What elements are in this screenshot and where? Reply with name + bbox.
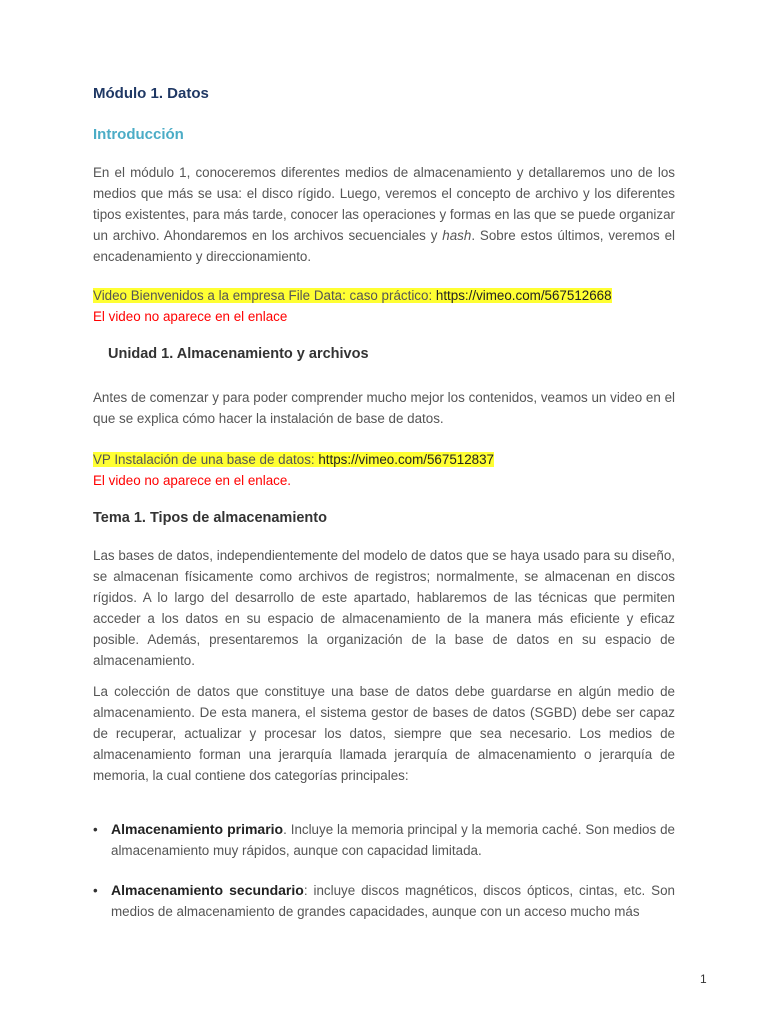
video2-link[interactable]: https://vimeo.com/567512837: [318, 452, 495, 467]
list-item-term: Almacenamiento primario: [111, 821, 284, 837]
video1-line: [93, 285, 675, 306]
list-item-term: Almacenamiento secundario: [111, 882, 304, 898]
video1-label: Video Bienvenidos a la empresa File Data: caso práctico:: [93, 288, 436, 303]
intro-text-part: En el módulo 1, conoceremos diferentes medios de almacenamiento y detallaremos uno de los medios que más se usa: el disco rígido. Luego, veremos el concepto de archivo y los diferentes tipos existentes, para más tarde, conocer las operaciones y formas en las que se puede organizar un archivo. Ahondaremos en los archivos secuenciales y: [93, 165, 675, 243]
page-number: 1: [700, 972, 707, 986]
list-item-text: . Incluye la memoria principal y la memoria caché. Son medios de almacenamiento muy rápidos, aunque con capacidad limitada.: [111, 822, 675, 858]
unit-heading: Unidad 1. Almacenamiento y archivos: [108, 346, 369, 362]
video2-note: El video no aparece en el enlace.: [93, 473, 292, 488]
list-item: [93, 819, 675, 861]
video1-link[interactable]: https://vimeo.com/567512668: [435, 288, 612, 303]
intro-paragraph: [93, 162, 675, 267]
topic-heading: Tema 1. Tipos de almacenamiento: [93, 510, 327, 526]
video1-note: El video no aparece en el enlace: [93, 309, 288, 324]
intro-heading: Introducción: [93, 126, 184, 143]
video2-highlight: [93, 452, 494, 467]
paragraph-storage-hierarchy: La colección de datos que constituye una base de datos debe guardarse en algún medio de almacenamiento. De esta manera, el sistema gestor de bases de datos (SGBD) debe ser capaz de recuperar, actualizar y procesar los datos, siempre que sea necesario. Los medios de almacenamiento forman una jerarquía llamada jerarquía de almacenamiento o jerarquía de memoria, la cual contiene dos categorías principales:: [93, 684, 675, 783]
list-item-text: : incluye discos magnéticos, discos ópticos, cintas, etc. Son medios de almacenamiento de grandes capacidades, aunque con un acceso mucho más: [111, 883, 675, 919]
list-item: [93, 880, 675, 922]
paragraph-storage-intro: Las bases de datos, independientemente del modelo de datos que se haya usado para su diseño, se almacenan físicamente como archivos de registros; normalmente, se almacenan en discos rígidos. A lo largo del desarrollo de este apartado, hablaremos de las técnicas que permiten acceder a los datos en su espacio de almacenamiento de la manera más eficiente y eficaz posible. Además, presentaremos la organización de la base de datos en su espacio de almacenamiento.: [93, 548, 675, 668]
bullet-icon: •: [93, 883, 98, 898]
module-title: Módulo 1. Datos: [93, 85, 209, 102]
unit-paragraph: Antes de comenzar y para poder comprender mucho mejor los contenidos, veamos un video en el que se explica cómo hacer la instalación de base de datos.: [93, 390, 675, 426]
video1-highlight: [93, 288, 612, 303]
bullet-icon: •: [93, 822, 98, 837]
intro-emphasis: hash: [442, 228, 472, 243]
video2-label: VP Instalación de una base de datos:: [93, 452, 319, 467]
intro-text-part: . Sobre estos últimos, veremos el encadenamiento y direccionamiento.: [93, 228, 675, 264]
video2-line: [93, 449, 675, 470]
